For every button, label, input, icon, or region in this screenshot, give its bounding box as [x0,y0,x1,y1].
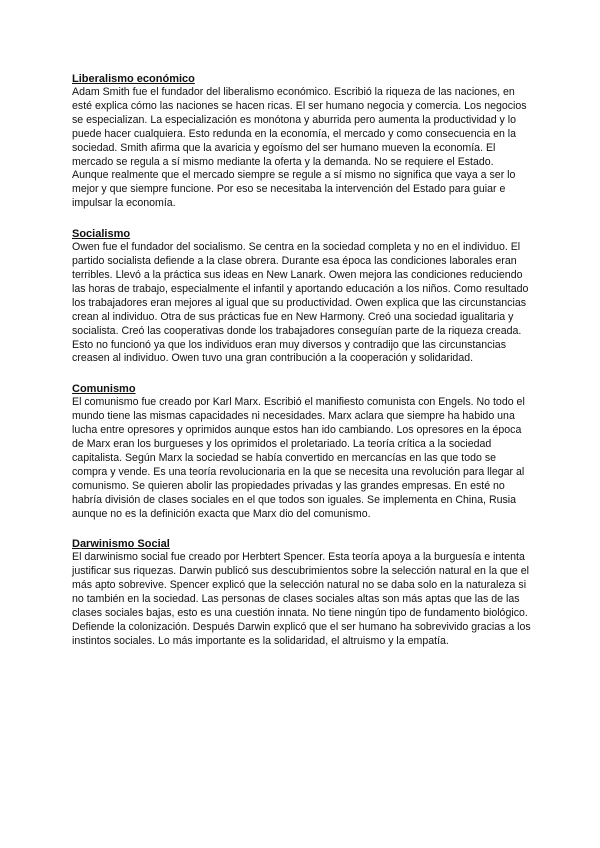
section-title-socialismo: Socialismo [72,228,131,241]
section-socialismo [72,227,532,366]
section-text-comunismo: El comunismo fue creado por Karl Marx. Escribió el manifiesto comunista con Engels. No todo el mundo tiene las mismas capacidades ni necesidades. Marx aclara que siempre ha habido una lucha entre opresores y oprimidos aunque estos han ido cambiando. Los opresores en la época de Marx eran los burgueses y los oprimidos el proletariado. La teoría crítica a la sociedad capitalista. Según Marx la sociedad se había convertido en mercancías en las que todo se compra y vende. Es una teoría revolucionaria en la que se necesita una revolución para llegar al comunismo. Se quieren abolir las propiedades privadas y las grandes empresas. En esté no habría división de clases sociales en el que todos son iguales. Se implementa en China, Rusia aunque no es la definición exacta que Marx dio del comunismo. [72,396,525,520]
section-darwinismo-social [72,537,532,648]
section-title-liberalismo: Liberalismo económico [72,73,195,85]
section-text-darwinismo-social: El darwinismo social fue creado por Herbtert Spencer. Esta teoría apoya a la burguesía e intenta justificar sus riquezas. Darwin publicó sus descubrimientos sobre la selección natural en la que el más apto sobrevive. Spencer explicó que la selección natural no se daba solo en la naturaleza si no también en la sociedad. Las personas de clases sociales altas son más aptas que las de las clases sociales bajas, esto es una cuestión innata. No tiene ningún tipo de fundamento biológico. Defiende la colonización. Después Darwin explicó que el ser humano ha sobrevivido gracias a los instintos sociales. Lo más importante es la solidaridad, el altruismo y la empatía. [72,551,531,647]
document-page [72,72,532,665]
section-title-comunismo: Comunismo [72,383,136,396]
section-title-darwinismo-social: Darwinismo Social [72,538,170,551]
section-liberalismo [72,72,532,211]
section-text-socialismo: Owen fue el fundador del socialismo. Se centra en la sociedad completa y no en el individuo. El partido socialista defiende a la clase obrera. Durante esa época las condiciones laborales eran terribles. Llevó a la práctica sus ideas en New Lanark. Owen mejora las condiciones reduciendo las horas de trabajo, especialmente el infantil y aportando educación a los niños. Como resultado los trabajadores eran mejores al igual que su productividad. Owen explica que las circunstancias crean al individuo. Otra de sus prácticas fue en New Harmony. Creó una sociedad igualitaria y socialista. Creó las cooperativas donde los trabajadores conseguían parte de la riqueza creada. Esto no funcionó ya que los individuos eran muy diversos y contradijo que las circunstancias creasen al individuo. Owen tuvo una gran contribución a la cooperación y solidaridad. [72,241,529,365]
section-comunismo [72,382,532,521]
section-text-liberalismo: Adam Smith fue el fundador del liberalismo económico. Escribió la riqueza de las naciones, en esté explica cómo las naciones se hacen ricas. El ser humano negocia y comercia. Los negocios se especializan. La especialización es monótona y aburrida pero aumenta la productividad y lo puede hacer cualquiera. Esto redunda en la economía, el mercado y como consecuencia en la sociedad. Smith afirma que la avaricia y egoísmo del ser humano mueven la economía. El mercado se regula a sí mismo mediante la oferta y la demanda. No se requiere el Estado. Aunque realmente que el mercado siempre se regule a sí mismo no significa que vaya a ser lo mejor y que siempre funcione. Por eso se necesitaba la intervención del Estado para guiar e impulsar la economía. [72,86,527,210]
